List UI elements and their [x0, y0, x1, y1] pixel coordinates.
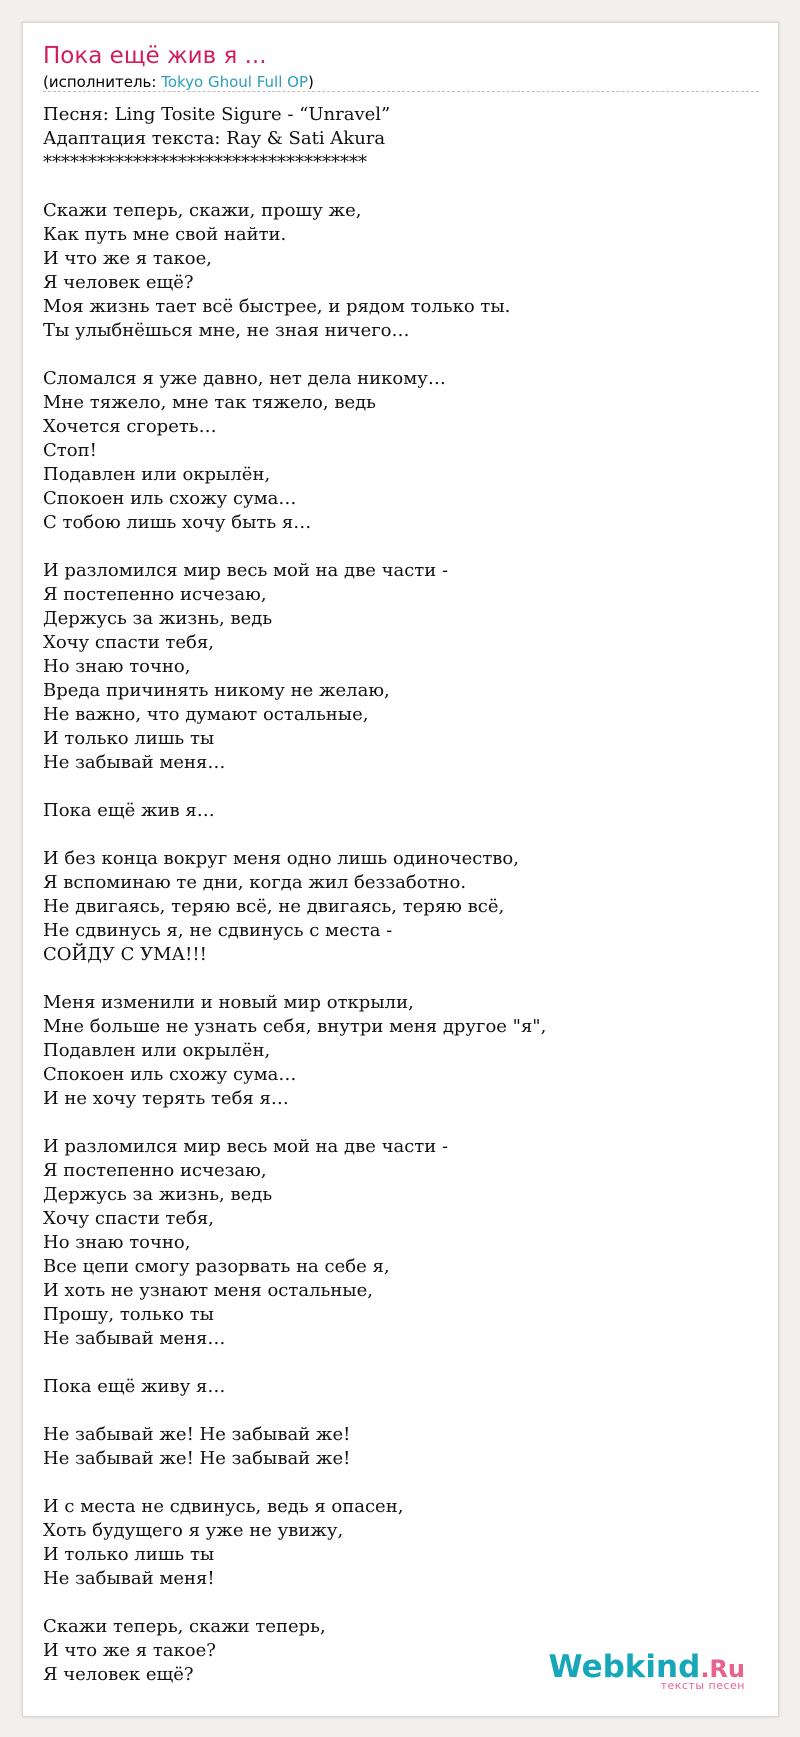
lyric-line: Спокоен иль схожу сума… [43, 488, 297, 509]
lyric-line: Пока ещё живу я… [43, 1376, 226, 1397]
page-title: Пока ещё жив я ... [43, 43, 267, 69]
lyric-line: Не важно, что думают остальные, [43, 704, 369, 725]
lyric-line: Сломался я уже давно, нет дела никому… [43, 368, 446, 389]
lyric-line: Не сдвинусь я, не сдвинусь с места - [43, 920, 393, 941]
lyric-line: Я вспоминаю те дни, когда жил беззаботно. [43, 872, 467, 893]
lyric-line: И хоть не узнают меня остальные, [43, 1280, 374, 1301]
lyric-line: Моя жизнь тает всё быстрее, и рядом только ты. [43, 296, 511, 317]
artist-line [43, 73, 314, 91]
lyric-line: Хочу спасти тебя, [43, 632, 214, 653]
lyric-line: Адаптация текста: Ray & Sati Akura [43, 128, 386, 149]
lyric-line: Спокоен иль схожу сума… [43, 1064, 297, 1085]
lyric-line: Не забывай же! Не забывай же! [43, 1424, 351, 1445]
lyric-line: Я постепенно исчезаю, [43, 1160, 267, 1181]
site-logo[interactable] [549, 1649, 746, 1692]
stanza [43, 367, 759, 535]
lyric-line: Прошу, только ты [43, 1304, 214, 1325]
lyrics-text [43, 103, 759, 1711]
artist-prefix: (исполнитель: [43, 73, 162, 91]
stanza [43, 1495, 759, 1591]
lyrics-card [22, 22, 779, 1717]
lyric-line: С тобою лишь хочу быть я… [43, 512, 312, 533]
artist-link[interactable]: Tokyo Ghoul Full OP [161, 73, 308, 91]
lyric-line: Как путь мне свой найти. [43, 224, 287, 245]
lyric-line: Мне тяжело, мне так тяжело, ведь [43, 392, 376, 413]
lyric-line: И только лишь ты [43, 1544, 215, 1565]
lyric-line: Скажи теперь, скажи теперь, [43, 1616, 326, 1637]
lyric-line: И без конца вокруг меня одно лишь одиночество, [43, 848, 519, 869]
lyric-line: Хоть будущего я уже не увижу, [43, 1520, 344, 1541]
lyric-line: Я человек ещё? [43, 1664, 194, 1685]
artist-suffix: ) [308, 73, 314, 91]
lyric-line: Но знаю точно, [43, 656, 191, 677]
stanza [43, 199, 759, 343]
lyric-line: Хочется сгореть… [43, 416, 217, 437]
lyric-line: И разломился мир весь мой на две части - [43, 1136, 449, 1157]
lyric-line: Все цепи смогу разорвать на себе я, [43, 1256, 390, 1277]
lyric-line: И что же я такое? [43, 1640, 216, 1661]
stanza [43, 799, 759, 823]
lyric-line: Держусь за жизнь, ведь [43, 1184, 273, 1205]
lyric-line: Не забывай меня! [43, 1568, 215, 1589]
lyric-line: Пока ещё жив я… [43, 800, 215, 821]
lyric-line: Не забывай же! Не забывай же! [43, 1448, 351, 1469]
lyric-line: Я человек ещё? [43, 272, 194, 293]
stanza [43, 847, 759, 967]
logo-tld: .Ru [700, 1655, 745, 1683]
lyric-line: Хочу спасти тебя, [43, 1208, 214, 1229]
stanza [43, 1423, 759, 1471]
logo-tagline: тексты песен [660, 1679, 745, 1692]
lyric-line: И не хочу терять тебя я… [43, 1088, 289, 1109]
lyrics-header [43, 103, 759, 175]
lyric-line: ************************************ [43, 152, 367, 173]
stanza [43, 991, 759, 1111]
lyric-line: Я постепенно исчезаю, [43, 584, 267, 605]
lyric-line: Подавлен или окрылён, [43, 1040, 271, 1061]
logo-name: Webkind [548, 1649, 701, 1685]
lyric-line: И только лишь ты [43, 728, 215, 749]
lyric-line: Подавлен или окрылён, [43, 464, 271, 485]
lyric-line: Мне больше не узнать себя, внутри меня другое "я", [43, 1016, 547, 1037]
lyric-line: Песня: Ling Tosite Sigure - “Unravel” [43, 104, 391, 125]
lyric-line: Скажи теперь, скажи, прошу же, [43, 200, 362, 221]
lyric-line: Ты улыбнёшься мне, не зная ничего… [43, 320, 410, 341]
lyric-line: Стоп! [43, 440, 97, 461]
lyric-line: СОЙДУ С УМА!!! [43, 944, 207, 965]
lyric-line: Вреда причинять никому не желаю, [43, 680, 390, 701]
lyric-line: Не забывай меня… [43, 752, 226, 773]
lyric-line: Но знаю точно, [43, 1232, 191, 1253]
lyric-line: Не двигаясь, теряю всё, не двигаясь, теряю всё, [43, 896, 505, 917]
lyric-line: И что же я такое, [43, 248, 212, 269]
divider [43, 91, 759, 92]
lyric-line: И разломился мир весь мой на две части - [43, 560, 449, 581]
stanza [43, 1135, 759, 1351]
lyric-line: И с места не сдвинусь, ведь я опасен, [43, 1496, 404, 1517]
lyric-line: Не забывай меня… [43, 1328, 226, 1349]
stanza [43, 1375, 759, 1399]
lyric-line: Меня изменили и новый мир открыли, [43, 992, 414, 1013]
lyric-line: Держусь за жизнь, ведь [43, 608, 273, 629]
stanza [43, 559, 759, 775]
